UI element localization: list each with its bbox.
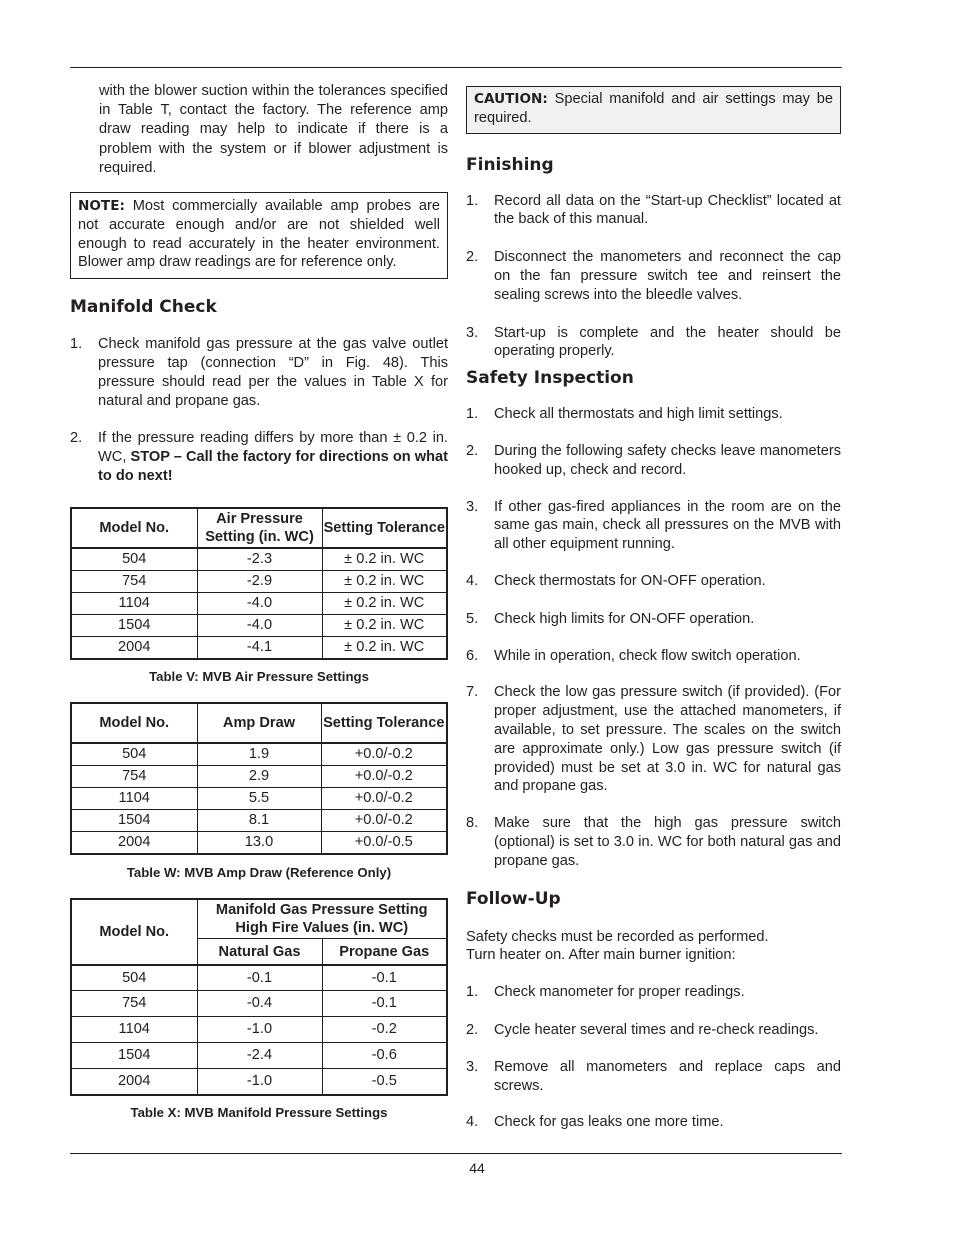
table-cell: -0.5 [322,1069,447,1095]
table-cell: 1504 [71,614,197,636]
finishing-steps [466,192,841,362]
table-header-row [71,508,447,548]
step-number: 5. [466,610,479,627]
step-number: 1. [466,406,479,423]
list-item [70,429,448,485]
step-text: Make sure that the high gas pressure switch (optional) is set to 3.0 in. WC for both natural gas and propane gas. [494,815,841,869]
table-cell: -0.1 [322,965,447,991]
table-cell: -4.0 [197,614,322,636]
table-cell: 2004 [71,636,197,659]
table-air-pressure [70,507,448,660]
step-text: Start-up is complete and the heater should be operating properly. [494,324,841,360]
step-number: 3. [466,498,479,515]
table-cell: 504 [71,743,197,766]
table-cell: 2.9 [197,765,321,787]
list-item [466,1113,841,1132]
right-column [466,86,841,1132]
table-manifold-pressure [70,898,448,1096]
column-header: Model No. [71,899,197,965]
table-cell: 1.9 [197,743,321,766]
manifold-steps [70,335,448,486]
table-cell: -0.2 [322,1017,447,1043]
table-cell: 1104 [71,1017,197,1043]
step-text: Check the low gas pressure switch (if provided). (For proper adjustment, use the attached manometers, if available, to set pressure. The scales on the switch are approximate only.) Low gas pressure switch (if provided) must be set at 3.0 in. WC for natural gas and propane gas. [494,684,841,795]
table-row [71,831,447,854]
table-row [71,1017,447,1043]
table-cell: -4.0 [197,592,322,614]
table-cell: 1104 [71,787,197,809]
step-number: 6. [466,647,479,664]
table-cell: 8.1 [197,809,321,831]
table-cell: ± 0.2 in. WC [322,592,447,614]
list-item [466,1021,841,1040]
table-row [71,614,447,636]
step-text: Check for gas leaks one more time. [494,1114,724,1131]
table-cell: -0.6 [322,1043,447,1069]
list-item [466,1058,841,1096]
column-header: Model No. [71,508,197,548]
step-text: Disconnect the manometers and reconnect the cap on the fan pressure switch tee and reinsert the sealing screws into the bleedle valves. [494,249,841,303]
column-header: Setting Tolerance [322,508,447,548]
list-item [466,192,841,230]
table-cell: -2.3 [197,548,322,571]
column-header: Model No. [71,703,197,743]
page-number: 44 [469,1160,485,1176]
follow-up-intro-line-2: Turn heater on. After main burner ignition: [466,947,736,964]
table-cell: 5.5 [197,787,321,809]
step-number: 2. [466,249,479,266]
table-cell: ± 0.2 in. WC [322,636,447,659]
list-item [70,335,448,410]
safety-steps [466,405,841,870]
step-text: Check all thermostats and high limit settings. [494,406,783,423]
table-cell: +0.0/-0.2 [321,765,447,787]
follow-up-intro-line-1: Safety checks must be recorded as performed. [466,928,769,945]
table-row [71,787,447,809]
table-cell: 754 [71,991,197,1017]
step-number: 8. [466,815,479,832]
note-box [70,192,448,279]
step-text: During the following safety checks leave manometers hooked up, check and record. [494,442,841,478]
step-number: 2. [70,430,83,447]
table-cell: +0.0/-0.5 [321,831,447,854]
step-number: 2. [466,1021,479,1038]
list-item [466,683,841,796]
table-cell: -0.4 [197,991,322,1017]
safety-inspection-heading: Safety Inspection [466,368,634,389]
step-text: Cycle heater several times and re-check readings. [494,1021,819,1038]
intro-paragraph: with the blower suction within the tolerances specified in Table T, contact the factory. The reference amp draw reading may help to indicate if there is a problem with the system or if blower adjustment is required. [99,83,448,176]
column-header: Amp Draw [197,703,321,743]
column-header: Natural Gas [197,939,322,965]
list-item [466,324,841,362]
column-group-header: Manifold Gas Pressure Setting High Fire Values (in. WC) [197,899,447,939]
column-header: Propane Gas [322,939,447,965]
table-cell: -0.1 [197,965,322,991]
finishing-heading: Finishing [466,154,554,175]
step-text: Check high limits for ON-OFF operation. [494,610,755,627]
table-cell: 754 [71,765,197,787]
table-x-caption: Table X: MVB Manifold Pressure Settings [130,1104,388,1120]
table-cell: -0.1 [322,991,447,1017]
note-label: NOTE: [78,198,125,215]
table-w-caption: Table W: MVB Amp Draw (Reference Only) [126,864,392,880]
step-number: 1. [70,336,83,353]
list-item [466,647,841,666]
step-number: 4. [466,572,479,589]
step-number: 3. [466,324,479,341]
left-column [70,82,448,1121]
bottom-rule [70,1153,842,1154]
table-row [71,965,447,991]
table-header-row [71,703,447,743]
table-row [71,592,447,614]
step-text: While in operation, check flow switch operation. [494,647,801,664]
table-row [71,636,447,659]
table-cell: 2004 [71,831,197,854]
caution-text: Special manifold and air settings may be required. [474,91,833,126]
step-text: Remove all manometers and replace caps and screws. [494,1058,841,1094]
step-text: Check manifold gas pressure at the gas valve outlet pressure tap (connection “D” in Fig. 48). This pressure should read per the values in Table X for natural and propane gas. [98,336,448,409]
list-item [466,814,841,870]
table-v-caption: Table V: MVB Air Pressure Settings [149,668,369,684]
table-cell: -2.9 [197,570,322,592]
list-item [466,983,841,1002]
list-item [466,248,841,304]
table-cell: ± 0.2 in. WC [322,548,447,571]
table-cell: +0.0/-0.2 [321,743,447,766]
table-cell: ± 0.2 in. WC [322,570,447,592]
step-number: 7. [466,684,479,701]
list-item [466,442,841,480]
caution-box [466,86,841,134]
table-amp-draw [70,702,448,855]
table-cell: -1.0 [197,1017,322,1043]
note-text: Most commercially available amp probes are not accurate enough and/or are not shielded well enough to read accurately in the heater environment. Blower amp draw readings are for reference only. [78,198,440,271]
table-cell: ± 0.2 in. WC [322,614,447,636]
table-row [71,809,447,831]
table-row [71,765,447,787]
table-cell: 1504 [71,809,197,831]
column-header: Setting Tolerance [321,703,447,743]
column-header: Air Pressure Setting (in. WC) [197,508,322,548]
step-text: Check thermostats for ON-OFF operation. [494,572,766,589]
follow-up-heading: Follow-Up [466,888,561,909]
step-number: 1. [466,192,479,209]
table-cell: -2.4 [197,1043,322,1069]
table-cell: 754 [71,570,197,592]
follow-up-steps [466,983,841,1132]
table-cell: 1504 [71,1043,197,1069]
manifold-check-heading: Manifold Check [70,297,217,318]
step-number: 1. [466,984,479,1001]
table-row [71,991,447,1017]
step-text: Check manometer for proper readings. [494,984,745,1001]
list-item [466,498,841,554]
step-number: 3. [466,1058,479,1075]
step-text: If other gas-fired appliances in the room are on the same gas main, check all pressures on the MVB with all other equipment running. [494,498,841,553]
step-text-plain: If the pressure reading differs by more than ± 0.2 in. WC, [98,430,448,466]
table-cell: +0.0/-0.2 [321,787,447,809]
table-row [71,743,447,766]
table-cell: -4.1 [197,636,322,659]
step-text: Record all data on the “Start-up Checklist” located at the back of this manual. [494,192,841,228]
list-item [466,610,841,629]
table-cell: -1.0 [197,1069,322,1095]
step-text-bold-warning: STOP – Call the factory for directions on what to do next! [98,449,449,484]
table-row [71,570,447,592]
table-header-row [71,899,447,939]
table-row [71,1069,447,1095]
table-cell: 504 [71,965,197,991]
list-item [466,572,841,591]
step-number: 2. [466,442,479,459]
table-cell: +0.0/-0.2 [321,809,447,831]
table-cell: 504 [71,548,197,571]
step-text [98,429,448,485]
table-cell: 1104 [71,592,197,614]
table-cell: 2004 [71,1069,197,1095]
table-row [71,1043,447,1069]
top-rule [70,67,842,68]
list-item [466,405,841,424]
step-number: 4. [466,1114,479,1131]
caution-label: CAUTION: [474,91,548,107]
table-row [71,548,447,571]
table-cell: 13.0 [197,831,321,854]
